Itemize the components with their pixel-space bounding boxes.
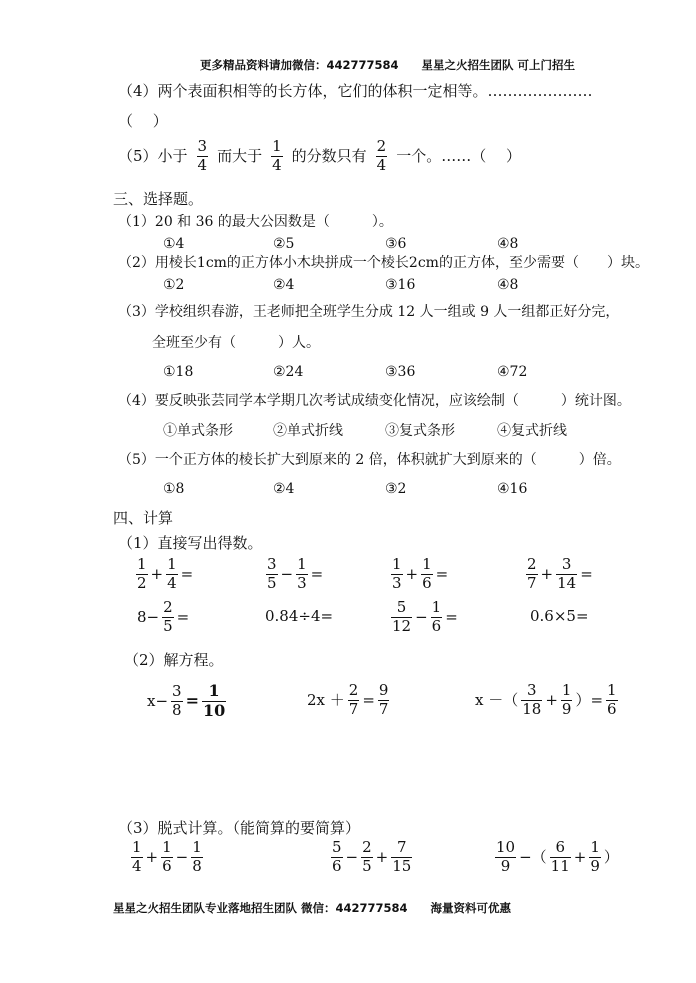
choice-q1: （1）20 和 36 的最大公因数是（ ）。 [118, 214, 393, 230]
fraction: $\frac{3}{4}$ [197, 137, 208, 174]
equation: x− $\frac{3}{8}$ = $\frac{1}{10}$ [147, 681, 226, 720]
oral-expression: 0.84÷4= [265, 607, 334, 625]
choice-q1-option: ③6 [385, 236, 407, 252]
oral-expression: 8− $\frac{2}{5}$ = [137, 598, 190, 635]
section-title-choice: 三、选择题。 [113, 190, 204, 208]
page-header: 更多精品资料请加微信：442777584 星星之火招生团队 可上门招生 [200, 58, 576, 72]
equation: 2x ＋ $\frac{2}{7}$ = $\frac{9}{7}$ [307, 681, 389, 718]
choice-q1-option: ②5 [273, 236, 295, 252]
choice-q3-line2: 全班至少有（ ）人。 [152, 335, 320, 351]
calc-part2-title: （2）解方程。 [124, 651, 224, 669]
choice-q2-option: ④8 [497, 277, 519, 293]
choice-q4-option: ④复式折线 [497, 423, 567, 439]
calc-part1-title: （1）直接写出得数。 [118, 534, 263, 552]
choice-q5: （5）一个正方体的棱长扩大到原来的 2 倍，体积就扩大到原来的（ ）倍。 [118, 452, 621, 468]
choice-q4: （4）要反映张芸同学本学期几次考试成绩变化情况，应该绘制（ ）统计图。 [118, 393, 631, 409]
choice-q3-option: ①18 [163, 364, 194, 380]
judge-q5: （5）小于 $\frac{3}{4}$ 而大于 $\frac{1}{4}$ 的分数只有 $\frac{2}{4}$ 一个。……（ ） [118, 137, 521, 174]
choice-q3-line1: （3）学校组织春游，王老师把全班学生分成 12 人一组或 9 人一组都正好分完， [118, 304, 620, 320]
stepwise-expression: $\frac{5}{6}$ − $\frac{2}{5}$ + $\frac{7}{15}$ [332, 838, 412, 875]
choice-q4-option: ③复式条形 [385, 423, 455, 439]
choice-q5-option: ④16 [497, 481, 528, 497]
page-footer: 星星之火招生团队专业落地招生团队 微信：442777584 海量资料可优惠 [113, 901, 512, 915]
choice-q1-option: ①4 [163, 236, 185, 252]
choice-q5-option: ②4 [273, 481, 295, 497]
oral-expression: $\frac{3}{5}$ − $\frac{1}{3}$ = [267, 555, 324, 592]
oral-expression: 0.6×5= [530, 607, 589, 625]
judge-q4-line1: （4）两个表面积相等的长方体，它们的体积一定相等。………………… [118, 82, 593, 100]
choice-q1-option: ④8 [497, 236, 519, 252]
choice-q2: （2）用棱长1cm的正方体小木块拼成一个棱长2cm的正方体，至少需要（ ）块。 [118, 255, 649, 271]
oral-expression: $\frac{2}{7}$ + $\frac{3}{14}$ = [527, 555, 593, 592]
stepwise-expression: $\frac{10}{9}$ −（ $\frac{6}{11}$ + $\frac{1}{9}$ ） [496, 838, 619, 875]
choice-q2-option: ③16 [385, 277, 416, 293]
choice-q2-option: ②4 [273, 277, 295, 293]
stepwise-expression: $\frac{1}{4}$ + $\frac{1}{6}$ − $\frac{1}{8}$ [132, 838, 202, 875]
judge-q4-line2: （ ） [118, 112, 168, 130]
choice-q3-option: ②24 [273, 364, 304, 380]
choice-q4-option: ②单式折线 [273, 423, 343, 439]
choice-q4-option: ①单式条形 [163, 423, 233, 439]
choice-q5-option: ③2 [385, 481, 407, 497]
oral-expression: $\frac{1}{3}$ + $\frac{1}{6}$ = [392, 555, 449, 592]
oral-expression: $\frac{1}{2}$ + $\frac{1}{4}$ = [137, 555, 194, 592]
fraction: $\frac{2}{4}$ [376, 137, 387, 174]
choice-q2-option: ①2 [163, 277, 185, 293]
fraction: $\frac{1}{4}$ [272, 137, 282, 174]
choice-q3-option: ④72 [497, 364, 528, 380]
calc-part3-title: （3）脱式计算。（能简算的要简算） [118, 819, 361, 837]
choice-q5-option: ①8 [163, 481, 185, 497]
section-title-calc: 四、计算 [113, 509, 174, 527]
oral-expression: $\frac{5}{12}$ − $\frac{1}{6}$ = [392, 598, 458, 635]
choice-q3-option: ③36 [385, 364, 416, 380]
equation: x －（ $\frac{3}{18}$ + $\frac{1}{9}$ ）= $\frac{1}{6}$ [475, 681, 617, 718]
judge-q5-prefix: （5）小于 [118, 146, 188, 165]
